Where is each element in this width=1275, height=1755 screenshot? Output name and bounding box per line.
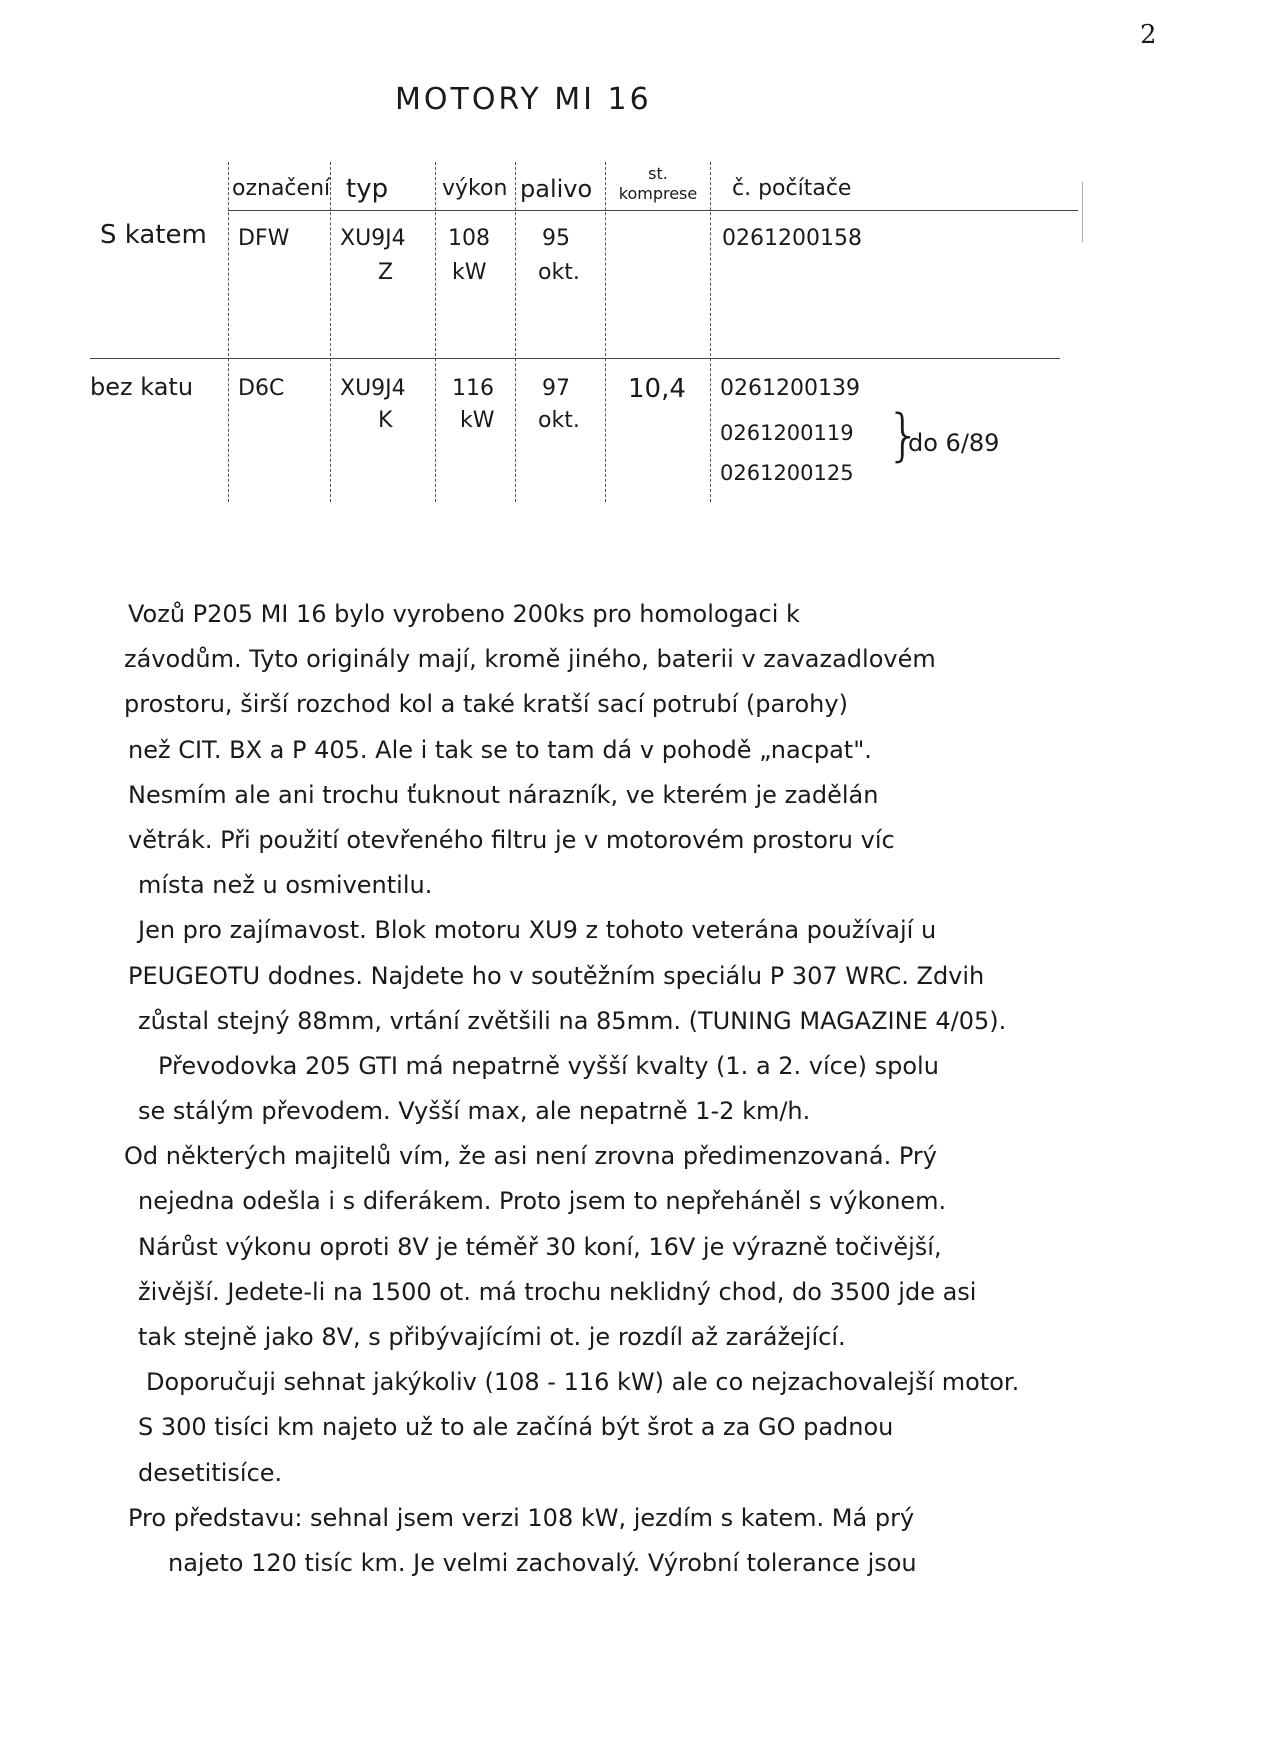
text-line: prostoru, širší rozchod kol a také kratší sací potrubí (parohy) [124,690,848,719]
cell-vykon-unit: kW [452,260,487,285]
text-line: živější. Jedete-li na 1500 ot. má trochu neklidný chod, do 3500 jde asi [138,1277,977,1306]
text-line: najeto 120 tisíc km. Je velmi zachovalý. Výrobní tolerance jsou [168,1548,917,1577]
text-line: zůstal stejný 88mm, vrtání zvětšili na 85mm. (TUNING MAGAZINE 4/05). [138,1006,1007,1035]
cell-pocitac: 0261200158 [722,226,862,251]
cell-pocitac: 0261200125 [720,461,854,485]
cell-vykon-unit: kW [460,408,495,433]
column-divider [515,162,516,502]
text-line: větrák. Při použití otevřeného filtru je v motorovém prostoru víc [128,825,895,854]
cell-palivo: 97 [542,376,570,401]
header-komprese: komprese [618,184,698,203]
text-line: místa než u osmiventilu. [138,871,433,900]
header-st: st. [648,164,668,183]
cell-vykon: 116 [452,376,494,401]
cell-vykon: 108 [448,226,490,251]
cell-oznaceni: D6C [238,376,285,401]
column-divider [330,162,331,502]
row-rule [90,358,1060,359]
header-vykon: výkon [442,176,508,201]
column-divider [605,162,606,502]
text-line: PEUGEOTU dodnes. Najdete ho v soutěžním speciálu P 307 WRC. Zdvih [128,961,985,990]
column-divider [435,162,436,502]
row-label-bez-katu: bez katu [90,373,194,401]
cell-typ: XU9J4 [340,226,406,251]
cell-oznaceni: DFW [238,226,290,251]
brace-icon: } [886,403,922,468]
text-line: se stálým převodem. Vyšší max, ale nepatrně 1-2 km/h. [138,1097,811,1126]
table-edge-mark [1082,182,1083,242]
header-palivo: palivo [520,175,593,203]
cell-komprese: 10,4 [628,374,686,404]
text-line: desetitisíce. [138,1458,283,1487]
text-line: Vozů P205 MI 16 bylo vyrobeno 200ks pro homologaci k [128,600,800,628]
text-line: Pro představu: sehnal jsem verzi 108 kW, jezdím s katem. Má prý [128,1503,915,1532]
brace-note: do 6/89 [908,429,1000,457]
engine-table [90,162,1070,502]
cell-palivo-unit: okt. [538,260,580,285]
cell-pocitac: 0261200119 [720,421,854,445]
header-typ: typ [346,174,389,204]
text-line: než CIT. BX a P 405. Ale i tak se to tam dá v pohodě „nacpat". [128,735,872,764]
text-line: tak stejně jako 8V, s přibývajícími ot. je rozdíl až zarážející. [138,1323,846,1351]
column-divider [228,162,229,502]
page-number: 2 [1140,20,1157,50]
header-oznaceni: označení [232,176,331,201]
body-text [124,592,1138,1586]
text-line: závodům. Tyto originály mají, kromě jiného, baterii v zavazadlovém [124,645,936,674]
cell-palivo-unit: okt. [538,408,580,433]
cell-typ: XU9J4 [340,376,406,401]
cell-typ-suffix: K [378,408,393,433]
cell-typ-suffix: Z [378,260,394,285]
header-rule [228,210,1078,211]
text-line: Od některých majitelů vím, že asi není zrovna předimenzovaná. Prý [124,1142,937,1171]
page-title: MOTORY MI 16 [395,82,652,117]
text-line: nejedna odešla i s diferákem. Proto jsem to nepřeháněl s výkonem. [138,1187,947,1216]
cell-pocitac: 0261200139 [720,376,860,401]
text-line: Doporučuji sehnat jakýkoliv (108 - 116 kW) ale co nejzachovalejší motor. [146,1368,1020,1397]
text-line: Nárůst výkonu oproti 8V je téměř 30 koní, 16V je výrazně točivější, [138,1232,942,1261]
cell-palivo: 95 [542,226,570,251]
text-line: S 300 tisíci km najeto už to ale začíná být šrot a za GO padnou [138,1413,894,1442]
column-divider [710,162,711,502]
text-line: Převodovka 205 GTI má nepatrně vyšší kvalty (1. a 2. více) spolu [158,1051,939,1080]
header-pocitace: č. počítače [732,176,852,201]
text-line: Jen pro zajímavost. Blok motoru XU9 z tohoto veterána používají u [138,916,937,945]
row-label-s-katem: S katem [100,220,207,250]
text-line: Nesmím ale ani trochu ťuknout nárazník, ve kterém je zadělán [128,780,879,809]
